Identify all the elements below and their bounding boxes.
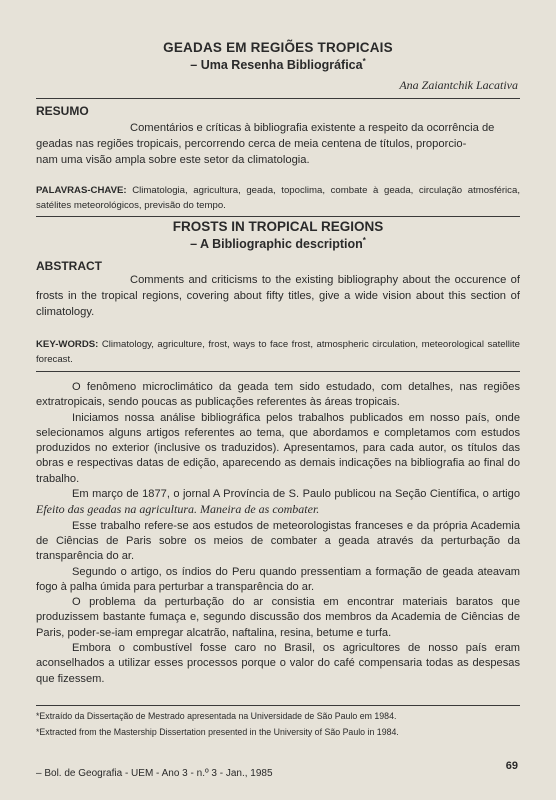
divider (36, 98, 520, 99)
footnote-mark: * (362, 57, 366, 66)
footnote-english: *Extracted from the Mastership Dissertation presented in the University of São Paulo in 1984. (36, 727, 399, 737)
paragraph: O problema da perturbação do ar consistia em encontrar materiais baratos que produzissem bastante fumaça e, segundo discussão dos membros da Academia de Ciências de Paris, poder-se-iam empregar alcatrão, naftalina, resina, betume e turfa. (36, 596, 520, 639)
footnote-mark: * (362, 236, 366, 245)
abstract-heading: ABSTRACT (36, 259, 102, 273)
english-title: FROSTS IN TROPICAL REGIONS (172, 219, 384, 234)
resumo-line: Comentários e críticas à bibliografia existente a respeito da ocorrência de (130, 122, 495, 134)
palavras-chave (36, 184, 520, 213)
article-title-italic: Efeito das geadas na agricultura. Maneira de as combater. (36, 502, 320, 517)
paragraph (36, 487, 520, 519)
footnote-portuguese: *Extraído da Dissertação de Mestrado apresentada na Universidade de São Paulo em 1984. (36, 711, 397, 721)
paragraph: Segundo o artigo, os índios do Peru quando pressentiam a formação de geada ateavam fogo à palha úmida para perturbar a transparência do ar. (36, 565, 520, 593)
palavras-chave-label: PALAVRAS-CHAVE: (36, 185, 127, 196)
palavras-chave-text: Climatologia, agricultura, geada, topoclima, combate à geada, circulação atmosférica, satélites meteorológicos, previsão do tempo. (36, 185, 520, 211)
portuguese-subtitle (0, 57, 556, 72)
key-words-text: Climatology, agriculture, frost, ways to face frost, atmospheric circulation, meteorological satellite forecast. (36, 339, 520, 365)
english-subtitle (0, 236, 556, 251)
resumo-heading: RESUMO (36, 104, 89, 118)
portuguese-title: GEADAS EM REGIÕES TROPICAIS (163, 40, 393, 55)
journal-citation: – Bol. de Geografia - UEM - Ano 3 - n.º 3 - Jan., 1985 (36, 768, 273, 779)
page-number: 69 (505, 760, 518, 772)
divider (36, 216, 520, 217)
resumo-text (36, 120, 520, 168)
paragraph: Embora o combustível fosse caro no Brasil, os agricultores de nosso país eram aconselhados a utilizar esses processos porque o valor do café compensaria todas as despesas que fizessem. (36, 642, 520, 685)
portuguese-subtitle-text: – Uma Resenha Bibliográfica (190, 58, 363, 73)
divider (36, 371, 520, 372)
paragraph-text: Em março de 1877, o jornal A Província de S. Paulo publicou na Seção Científica, o artigo (72, 488, 520, 501)
paragraph: Esse trabalho refere-se aos estudos de meteorologistas franceses e da própria Academia de Ciências de Paris sobre os meios de combater a geada através da perturbação da transparência do ar. (36, 519, 520, 563)
key-words (36, 338, 520, 367)
author-name: Ana Zaiantchik Lacativa (399, 78, 518, 92)
divider (36, 705, 520, 706)
resumo-line: nam uma visão ampla sobre este setor da climatologia. (36, 154, 310, 166)
article-body (36, 380, 520, 687)
abstract-text: Comments and criticisms to the existing bibliography about the occurence of frosts in the tropical regions, covering about fifty titles, give a wide vision about this section of climatology. (36, 274, 520, 318)
resumo-line: geadas nas regiões tropicais, percorrendo cerca de meia centena de títulos, proporcio- (36, 138, 467, 150)
paragraph: O fenômeno microclimático da geada tem sido estudado, com detalhes, nas regiões extratropicais, sendo poucas as publicações referentes às áreas tropicais. (36, 381, 520, 409)
english-subtitle-text: – A Bibliographic description (190, 237, 363, 252)
key-words-label: KEY-WORDS: (36, 339, 99, 350)
paragraph: Iniciamos nossa análise bibliográfica pelos trabalhos publicados em nosso país, onde selecionamos alguns artigos referentes ao tema, que abordamos e completamos com estudos produzidos no exterior (inclusive os traduzidos). Apresentamos, para cada autor, os títulos das obras e respectivas datas de edição, aparecendo as demais indicações na bibliografia ao final do trabalho. (36, 411, 520, 485)
